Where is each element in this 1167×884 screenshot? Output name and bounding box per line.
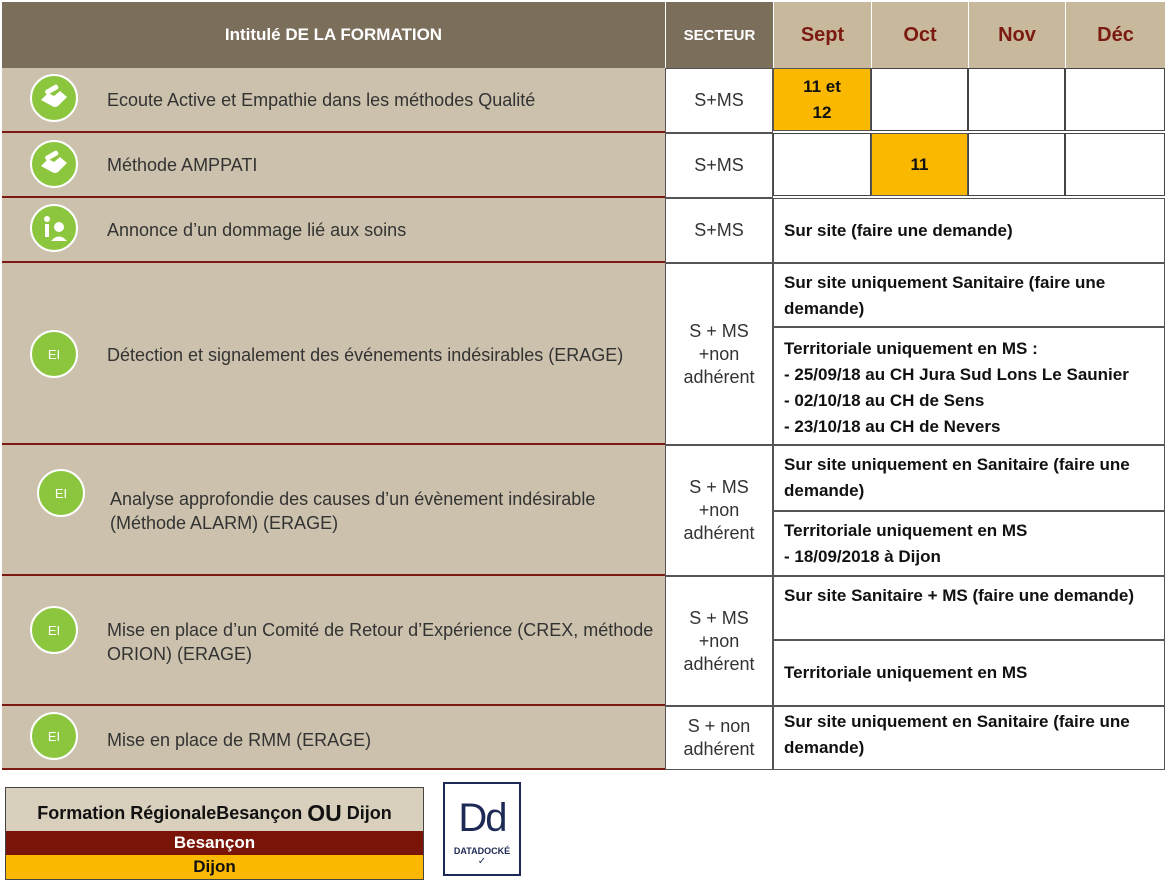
empty-cell [968,133,1065,196]
row-secteur-text: S + non adhérent [683,716,755,759]
row-title: Annonce d’un dommage lié aux soins [107,220,407,240]
legend-title [6,788,423,831]
row-title: Mise en place de RMM (ERAGE) [107,730,372,750]
row-secteur-text: S + MS +non adhérent [683,607,755,674]
row-info: Sur site uniquement Sanitaire (faire une demande) [773,263,1165,327]
check-icon: ✓ [477,856,487,867]
info-line: - 25/09/18 au CH Jura Sud Lons Le Saunier [784,365,1129,384]
row-title: Mise en place d’un Comité de Retour d’Expérience (CREX, méthode ORION) (ERAGE) [107,620,654,664]
legend-besancon: Besançon [6,831,423,855]
header-title [2,2,665,68]
row-title: Méthode AMPPATI [107,155,258,175]
header-title-text: Intitulé DE LA FORMATION [224,25,443,44]
legend-prefix: Formation Régionale [37,803,217,823]
row-secteur [665,706,773,770]
row-secteur [665,445,773,576]
ei-icon: EI [30,330,78,378]
empty-cell [773,133,871,196]
datadock-logo [443,782,521,876]
row-info: Sur site Sanitaire + MS (faire une demande) [773,576,1165,640]
empty-cell [1065,133,1165,196]
row-info: Sur site (faire une demande) [773,198,1165,263]
month-nov: Nov [968,2,1065,68]
handshake-icon [30,74,78,122]
legend-dijon: Dijon [6,855,423,879]
datadock-letters: Dd [458,796,506,840]
month-sept: Sept [773,2,871,68]
empty-cell [968,68,1065,131]
info-line: - 18/09/2018 à Dijon [784,547,941,566]
month-oct: Oct [871,2,968,68]
header-secteur-text: SECTEUR [683,27,756,44]
legend-ou: OU [307,800,342,826]
month-dec: Déc [1065,2,1165,68]
handshake-icon [30,140,78,188]
row-secteur: S+MS [665,133,773,198]
legend-besancon-word: Besançon [216,803,303,823]
row-title: Ecoute Active et Empathie dans les méthodes Qualité [107,90,536,110]
row-title: Détection et signalement des événements indésirables (ERAGE) [107,345,624,365]
ei-icon: EI [30,606,78,654]
header-secteur [666,2,773,68]
info-line: - 23/10/18 au CH de Nevers [784,417,1001,436]
date-sept [773,68,871,131]
row-info: Sur site uniquement en Sanitaire (faire une demande) [773,706,1165,770]
ei-icon: EI [37,469,85,517]
empty-cell [871,68,968,131]
row-secteur: S+MS [665,68,773,133]
row-info-territorial: Territoriale uniquement en MS [773,640,1165,706]
row-secteur-text: S + MS +non adhérent [683,477,755,543]
legend-dijon-word: Dijon [346,803,392,823]
row-info-territorial [773,511,1165,576]
empty-cell [1065,68,1165,131]
row-secteur-text: S + MS +non adhérent [683,320,755,387]
info-line: Territoriale uniquement en MS : [784,339,1038,358]
legend [5,787,424,880]
row-info-territorial [773,327,1165,445]
info-line: - 02/10/18 au CH de Sens [784,391,985,410]
row-secteur: S+MS [665,198,773,263]
datadock-caption: DATADOCKÉ [453,846,511,856]
ei-icon: EI [30,712,78,760]
row-secteur [665,576,773,706]
row-secteur [665,263,773,445]
date-oct: 11 [871,133,968,196]
info-person-icon [30,204,78,252]
info-line: Territoriale uniquement en MS [784,521,1028,540]
date-sept-text: 11 et 12 [803,76,841,122]
row-title: Analyse approfondie des causes d’un évènement indésirable (Méthode ALARM) (ERAGE) [110,489,596,533]
row-info: Sur site uniquement en Sanitaire (faire une demande) [773,445,1165,511]
